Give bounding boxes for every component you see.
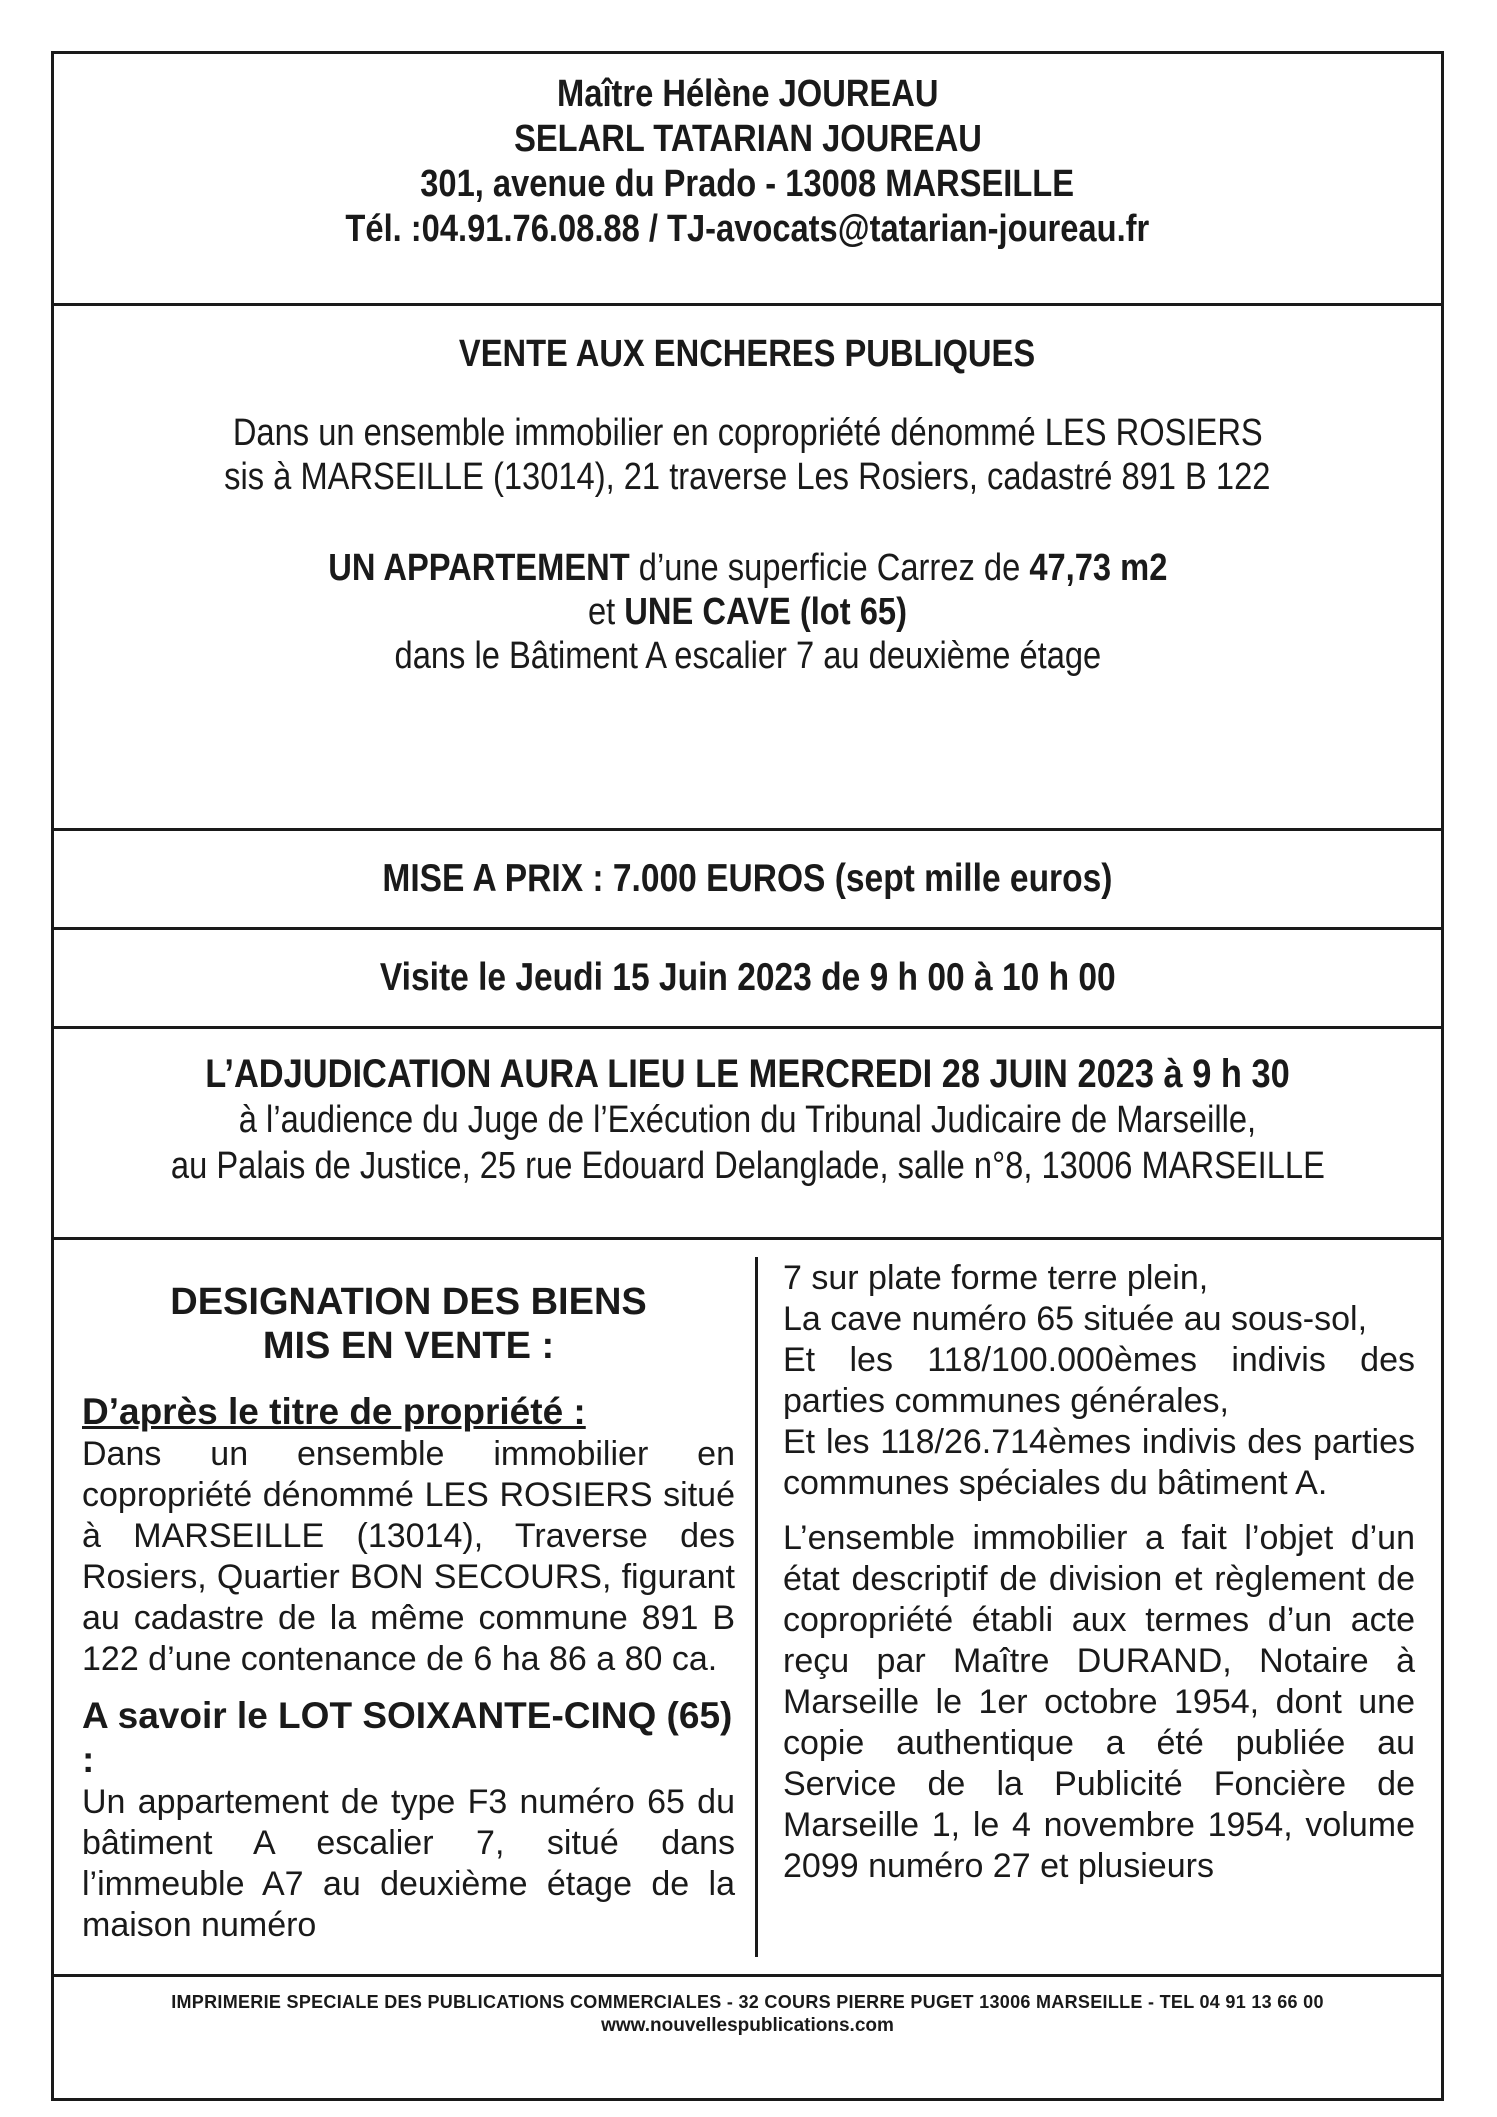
cave-line: et UNE CAVE (lot 65) <box>587 591 907 633</box>
sale-intro-1: Dans un ensemble immobilier en copropriété dénommé LES ROSIERS <box>232 412 1263 454</box>
title-deed-heading: D’après le titre de propriété : <box>82 1391 586 1432</box>
lawyer-header <box>54 54 1441 306</box>
visit-info <box>54 930 1441 1029</box>
visit-text: Visite le Jeudi 15 Juin 2023 de 9 h 00 à 10 h 00 <box>379 956 1116 999</box>
designation-left-column <box>54 1240 755 1974</box>
printer-website[interactable]: www.nouvellespublications.com <box>601 2015 894 2036</box>
apartment-line: UN APPARTEMENT d’une superficie Carrez de 47,73 m2 <box>327 547 1168 589</box>
starting-price-text: MISE A PRIX : 7.000 EUROS (sept mille euros) <box>382 857 1113 900</box>
lot-text: Un appartement de type F3 numéro 65 du bâtiment A escalier 7, situé dans l’immeuble A7 au deuxième étage de la maison numéro <box>82 1783 735 1944</box>
sale-description <box>54 306 1441 831</box>
sale-intro-2: sis à MARSEILLE (13014), 21 traverse Les Rosiers, cadastré 891 B 122 <box>224 456 1271 498</box>
adjudication-address: au Palais de Justice, 25 rue Edouard Delanglade, salle n°8, 13006 MARSEILLE <box>170 1145 1325 1187</box>
printer-footer <box>54 1974 1441 2098</box>
lawyer-name: Maître Hélène JOUREAU <box>556 73 939 115</box>
general-common-parts: Et les 118/100.000èmes indivis des parties communes générales, <box>783 1341 1415 1420</box>
designation-heading-1: DESIGNATION DES BIENS <box>170 1281 647 1323</box>
adjudication-info <box>54 1029 1441 1240</box>
firm-name: SELARL TATARIAN JOUREAU <box>513 118 982 160</box>
designation-heading-2: MIS EN VENTE : <box>262 1325 555 1367</box>
document-frame <box>51 51 1444 2101</box>
sale-title: VENTE AUX ENCHERES PUBLIQUES <box>459 333 1036 375</box>
building-location: dans le Bâtiment A escalier 7 au deuxième étage <box>394 635 1101 677</box>
special-common-parts: Et les 118/26.714èmes indivis des parties communes spéciales du bâtiment A. <box>783 1423 1415 1502</box>
lot-continuation: 7 sur plate forme terre plein, <box>783 1259 1209 1297</box>
lot-heading: A savoir le LOT SOIXANTE-CINQ (65) : <box>82 1695 733 1780</box>
cave-description: La cave numéro 65 située au sous-sol, <box>783 1300 1368 1338</box>
condominium-regulation: L’ensemble immobilier a fait l’objet d’un état descriptif de division et règlement de copropriété établi aux termes d’un acte reçu par Maître DURAND, Notaire à Marseille le 1er octobre 1954, dont une copie authentique a été publiée au Service de la Publicité Foncière de Marseille 1, le 4 novembre 1954, volume 2099 numéro 27 et plusieurs <box>783 1519 1415 1885</box>
starting-price <box>54 831 1441 930</box>
title-deed-text: Dans un ensemble immobilier en copropriété dénommé LES ROSIERS situé à MARSEILLE (13014), Traverse des Rosiers, Quartier BON SECOURS, figurant au cadastre de la même commune 891 B 122 d’une contenance de 6 ha 86 a 80 ca. <box>82 1435 735 1678</box>
designation-right-column <box>758 1240 1441 1974</box>
adjudication-title: L’ADJUDICATION AURA LIEU LE MERCREDI 28 JUIN 2023 à 9 h 30 <box>205 1052 1290 1096</box>
printer-address: IMPRIMERIE SPECIALE DES PUBLICATIONS COMMERCIALES - 32 COURS PIERRE PUGET 13006 MARSEILLE - TEL 04 91 13 66 00 <box>171 1992 1324 2012</box>
firm-address: 301, avenue du Prado - 13008 MARSEILLE <box>420 163 1075 205</box>
adjudication-court: à l’audience du Juge de l’Exécution du Tribunal Judicaire de Marseille, <box>238 1099 1257 1141</box>
firm-contact: Tél. :04.91.76.08.88 / TJ-avocats@tatarian-joureau.fr <box>345 208 1150 250</box>
